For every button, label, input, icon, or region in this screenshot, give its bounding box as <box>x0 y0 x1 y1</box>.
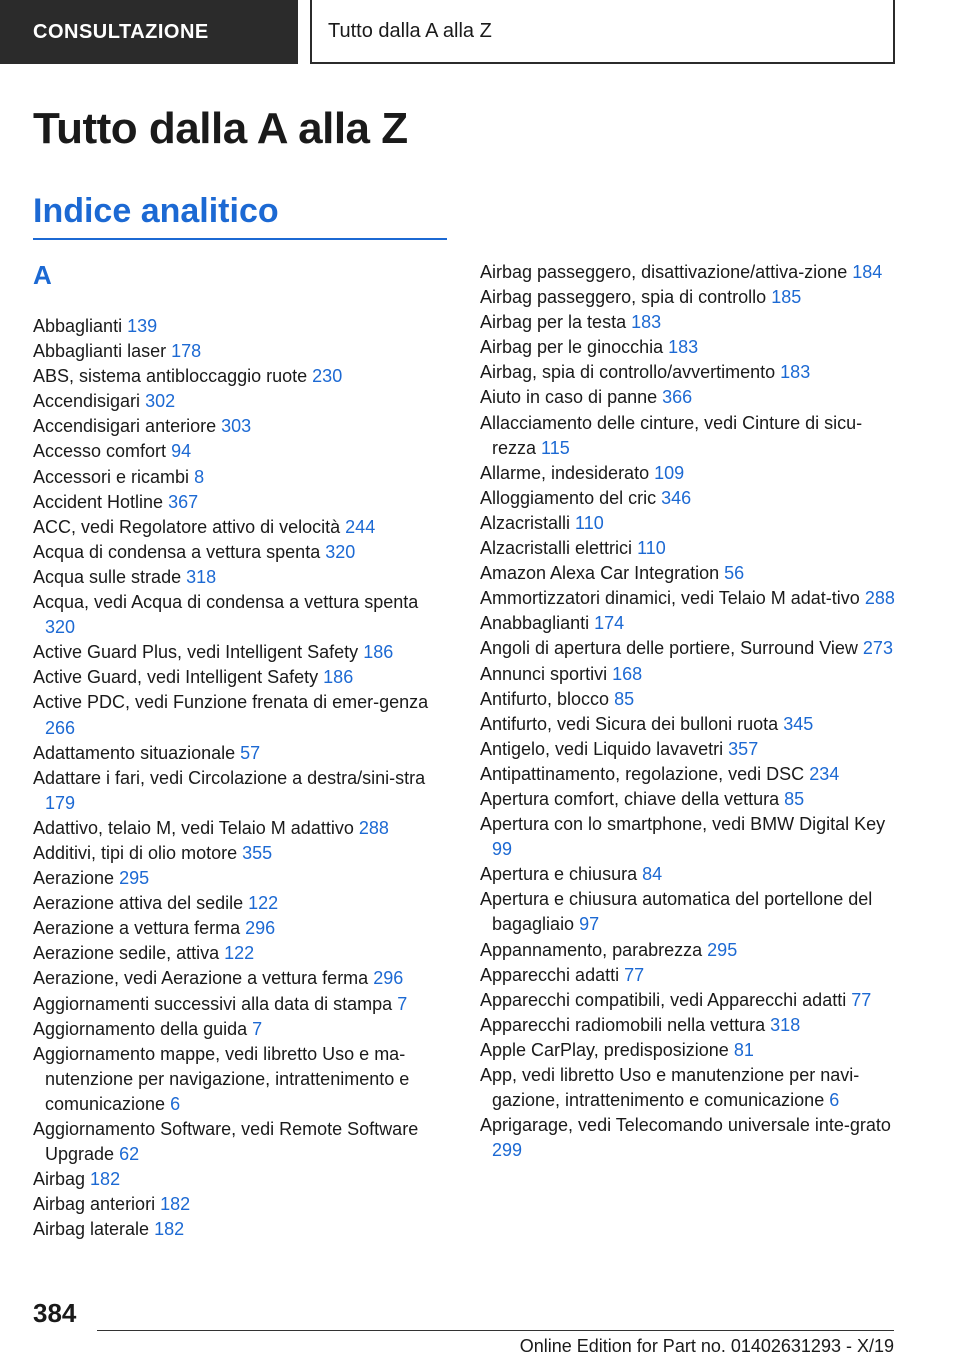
index-entry-term: Aerazione attiva del sedile <box>33 893 244 914</box>
page-title: Tutto dalla A alla Z <box>33 104 408 153</box>
index-entry-page-link[interactable]: 81 <box>733 1039 754 1060</box>
index-entry-page-link[interactable]: 186 <box>363 642 394 663</box>
index-entry <box>33 1042 453 1117</box>
index-entry-page-link[interactable]: 366 <box>662 387 693 408</box>
index-entry-term: Airbag passeggero, spia di controllo <box>480 287 767 308</box>
index-entry-page-link[interactable]: 234 <box>809 763 840 784</box>
index-entry <box>480 887 900 937</box>
index-entry <box>480 862 900 887</box>
index-entry-term: Airbag, spia di controllo/avvertimento <box>480 362 776 383</box>
index-entry-page-link[interactable]: 302 <box>145 391 176 412</box>
index-entry <box>480 611 900 636</box>
index-entry-page-link[interactable]: 168 <box>612 663 643 684</box>
index-entry <box>480 536 900 561</box>
index-entry <box>33 992 453 1017</box>
index-entry <box>33 439 453 464</box>
index-entry-page-link[interactable]: 97 <box>579 914 600 935</box>
index-entry <box>33 389 453 414</box>
section-divider <box>33 238 447 240</box>
index-entry <box>33 1192 453 1217</box>
index-entry-term: Acqua di condensa a vettura spenta <box>33 541 321 562</box>
index-entry-page-link[interactable]: 295 <box>119 868 150 889</box>
index-entry <box>480 486 900 511</box>
index-entry <box>480 687 900 712</box>
index-entry-page-link[interactable]: 6 <box>170 1093 181 1114</box>
index-entry <box>480 662 900 687</box>
index-entry-page-link[interactable]: 355 <box>242 842 273 863</box>
index-entry-term: Aggiornamento mappe, vedi libretto Uso e ma-nutenzione per navigazione, intrattenimento e comunicazione <box>33 1043 410 1114</box>
index-entry-page-link[interactable]: 178 <box>171 341 202 362</box>
index-entry-term: Airbag per la testa <box>480 312 627 333</box>
index-entry-term: Apparecchi compatibili, vedi Apparecchi adatti <box>480 989 847 1010</box>
index-entry-term: Accesso comfort <box>33 441 167 462</box>
index-entry-term: Acqua, vedi Acqua di condensa a vettura spenta <box>33 592 419 613</box>
index-entry-term: Ammortizzatori dinamici, vedi Telaio M adat-tivo <box>480 588 860 609</box>
index-entry <box>33 741 453 766</box>
index-entry-page-link[interactable]: 122 <box>224 943 255 964</box>
index-entry <box>480 1063 900 1113</box>
index-entry <box>480 636 900 661</box>
index-entry-page-link[interactable]: 318 <box>186 566 217 587</box>
index-entry <box>33 941 453 966</box>
index-entry-page-link[interactable]: 345 <box>783 713 814 734</box>
index-entry-page-link[interactable]: 77 <box>624 964 645 985</box>
index-column-left <box>33 314 453 1242</box>
index-entry-term: App, vedi libretto Uso e manutenzione per navi-gazione, intrattenimento e comunicazione <box>480 1065 860 1111</box>
index-entry-term: Apparecchi adatti <box>480 964 620 985</box>
index-entry-term: Alzacristalli <box>480 512 571 533</box>
index-entry <box>480 260 900 285</box>
index-entry-page-link[interactable]: 185 <box>771 287 802 308</box>
index-entry-term: Annunci sportivi <box>480 663 608 684</box>
index-entry <box>480 360 900 385</box>
index-entry-page-link[interactable]: 288 <box>864 588 895 609</box>
index-entry-term: Apparecchi radiomobili nella vettura <box>480 1014 766 1035</box>
index-entry-page-link[interactable]: 183 <box>631 312 662 333</box>
index-entry-page-link[interactable]: 296 <box>245 918 276 939</box>
index-entry <box>33 364 453 389</box>
index-entry <box>33 1117 453 1167</box>
index-column-right <box>480 260 900 1163</box>
index-entry-term: Aerazione a vettura ferma <box>33 918 241 939</box>
index-entry-term: Appannamento, parabrezza <box>480 939 703 960</box>
index-entry-term: Additivi, tipi di olio motore <box>33 842 238 863</box>
index-entry <box>480 1113 900 1163</box>
index-entry-term: Apertura e chiusura <box>480 864 638 885</box>
index-entry-page-link[interactable]: 230 <box>312 366 343 387</box>
index-entry-term: Accessori e ricambi <box>33 466 190 487</box>
index-entry-term: Antifurto, vedi Sicura dei bulloni ruota <box>480 713 779 734</box>
index-entry-page-link[interactable]: 288 <box>358 817 389 838</box>
index-entry <box>480 938 900 963</box>
index-entry-page-link[interactable]: 99 <box>492 839 513 860</box>
index-entry-term: Adattivo, telaio M, vedi Telaio M adattivo <box>33 817 354 838</box>
index-entry-page-link[interactable]: 94 <box>171 441 192 462</box>
index-entry <box>480 310 900 335</box>
index-entry-term: Active PDC, vedi Funzione frenata di emer-genza <box>33 692 429 713</box>
index-entry-page-link[interactable]: 295 <box>707 939 738 960</box>
index-entry-page-link[interactable]: 179 <box>45 792 76 813</box>
edition-note: Online Edition for Part no. 01402631293 - X/19 <box>519 1336 894 1356</box>
index-entry-term: ACC, vedi Regolatore attivo di velocità <box>33 516 341 537</box>
index-entry-page-link[interactable]: 84 <box>642 864 663 885</box>
index-entry-page-link[interactable]: 56 <box>724 563 745 584</box>
index-entry-page-link[interactable]: 357 <box>728 738 759 759</box>
index-entry <box>480 812 900 862</box>
index-entry-page-link[interactable]: 346 <box>661 487 692 508</box>
index-entry <box>33 540 453 565</box>
index-entry-page-link[interactable]: 139 <box>127 316 158 336</box>
index-entry <box>33 841 453 866</box>
index-entry <box>480 511 900 536</box>
index-entry <box>480 712 900 737</box>
index-entry-term: Airbag anteriori <box>33 1194 156 1215</box>
index-entry-term: Aggiornamento della guida <box>33 1018 248 1039</box>
index-entry <box>480 762 900 787</box>
index-entry-term: Antifurto, blocco <box>480 688 610 709</box>
index-entry <box>33 640 453 665</box>
chapter-tab[interactable]: Tutto dalla A alla Z <box>310 0 895 64</box>
index-entry-page-link[interactable]: 296 <box>373 968 404 989</box>
index-entry-term: Aerazione sedile, attiva <box>33 943 220 964</box>
section-tab[interactable]: CONSULTAZIONE <box>0 0 298 64</box>
index-entry-page-link[interactable]: 77 <box>851 989 872 1010</box>
index-entry <box>33 515 453 540</box>
index-entry-page-link[interactable]: 57 <box>240 742 261 763</box>
index-entry-page-link[interactable]: 303 <box>221 416 252 437</box>
index-entry-term: Alzacristalli elettrici <box>480 538 633 559</box>
index-entry-page-link[interactable]: 244 <box>345 516 376 537</box>
index-entry <box>480 335 900 360</box>
index-entry-term: Airbag passeggero, disattivazione/attiva-zione <box>480 262 848 282</box>
index-entry-term: Airbag per le ginocchia <box>480 337 664 358</box>
index-entry <box>480 385 900 410</box>
index-entry <box>33 565 453 590</box>
index-entry <box>33 891 453 916</box>
index-entry-term: Antipattinamento, regolazione, vedi DSC <box>480 763 805 784</box>
index-entry <box>33 1167 453 1192</box>
index-entry-page-link[interactable]: 186 <box>323 667 354 688</box>
index-entry-term: Airbag <box>33 1169 86 1190</box>
index-entry <box>33 339 453 364</box>
index-entry-page-link[interactable]: 110 <box>637 538 666 559</box>
index-entry-page-link[interactable]: 85 <box>614 688 635 709</box>
index-entry <box>33 916 453 941</box>
index-entry-term: Adattamento situazionale <box>33 742 236 763</box>
index-entry-term: Aprigarage, vedi Telecomando universale inte-grato <box>480 1115 891 1136</box>
index-entry-term: Abbaglianti laser <box>33 341 167 362</box>
index-entry-term: Aiuto in caso di panne <box>480 387 658 408</box>
index-entry-page-link[interactable]: 8 <box>194 466 205 487</box>
index-entry-page-link[interactable]: 183 <box>668 337 699 358</box>
index-entry-term: Apple CarPlay, predisposizione <box>480 1039 729 1060</box>
index-entry-term: Allarme, indesiderato <box>480 462 650 483</box>
index-entry-term: Apertura e chiusura automatica del portellone del bagagliaio <box>480 889 873 935</box>
index-entry-term: Aerazione, vedi Aerazione a vettura ferma <box>33 968 369 989</box>
index-entry <box>33 465 453 490</box>
index-entry <box>33 1217 453 1242</box>
index-entry <box>480 1013 900 1038</box>
index-entry-page-link[interactable]: 273 <box>862 638 893 659</box>
index-entry-page-link[interactable]: 183 <box>780 362 811 383</box>
index-entry <box>480 787 900 812</box>
index-entry-page-link[interactable]: 182 <box>90 1169 121 1190</box>
index-entry-page-link[interactable]: 320 <box>45 617 76 638</box>
index-entry <box>480 963 900 988</box>
index-entry-term: Apertura con lo smartphone, vedi BMW Digital Key <box>480 814 886 835</box>
index-entry-term: Adattare i fari, vedi Circolazione a destra/sini-stra <box>33 767 426 788</box>
index-entry-term: Aerazione <box>33 868 115 889</box>
index-entry-term: Apertura comfort, chiave della vettura <box>480 788 780 809</box>
index-entry-term: Active Guard Plus, vedi Intelligent Safety <box>33 642 359 663</box>
index-entry-term: ABS, sistema antibloccaggio ruote <box>33 366 308 387</box>
footer-divider <box>97 1330 894 1331</box>
index-entry-page-link[interactable]: 122 <box>248 893 279 914</box>
index-entry-term: Amazon Alexa Car Integration <box>480 563 720 584</box>
index-entry <box>33 314 453 339</box>
index-entry-page-link[interactable]: 266 <box>45 717 76 738</box>
index-entry-term: Abbaglianti <box>33 316 123 336</box>
index-entry <box>33 690 453 740</box>
index-entry-term: Accendisigari anteriore <box>33 416 217 437</box>
index-entry-term: Accident Hotline <box>33 491 164 512</box>
index-entry <box>480 461 900 486</box>
index-entry <box>480 411 900 461</box>
index-entry-page-link[interactable]: 6 <box>829 1090 840 1111</box>
index-entry-page-link[interactable]: 182 <box>154 1219 185 1240</box>
index-entry <box>480 988 900 1013</box>
index-entry <box>33 866 453 891</box>
index-entry-term: Angoli di apertura delle portiere, Surround View <box>480 638 858 659</box>
index-entry <box>33 816 453 841</box>
index-entry <box>480 586 900 611</box>
header-bar <box>0 0 960 66</box>
index-entry-page-link[interactable]: 7 <box>252 1018 263 1039</box>
index-entry-page-link[interactable]: 184 <box>852 262 883 282</box>
index-entry <box>33 1017 453 1042</box>
index-letter-heading: A <box>33 260 52 290</box>
index-entry-page-link[interactable]: 85 <box>784 788 805 809</box>
index-entry-page-link[interactable]: 110 <box>575 512 604 533</box>
index-entry <box>33 766 453 816</box>
section-title: Indice analitico <box>33 192 279 230</box>
index-entry-page-link[interactable]: 320 <box>325 541 356 562</box>
index-entry-term: Alloggiamento del cric <box>480 487 657 508</box>
index-entry <box>33 590 453 640</box>
index-entry <box>480 561 900 586</box>
index-entry-page-link[interactable]: 174 <box>594 613 625 634</box>
index-entry <box>33 966 453 991</box>
index-entry-term: Aggiornamenti successivi alla data di stampa <box>33 993 393 1014</box>
index-entry-term: Acqua sulle strade <box>33 566 182 587</box>
index-entry <box>33 665 453 690</box>
page-number: 384 <box>33 1298 77 1328</box>
index-entry-page-link[interactable]: 318 <box>770 1014 801 1035</box>
index-entry <box>33 414 453 439</box>
index-entry-term: Aggiornamento Software, vedi Remote Software Upgrade <box>33 1119 419 1165</box>
index-entry-page-link[interactable]: 182 <box>160 1194 191 1215</box>
index-entry-term: Active Guard, vedi Intelligent Safety <box>33 667 319 688</box>
index-entry-page-link[interactable]: 62 <box>119 1144 140 1165</box>
index-entry <box>33 490 453 515</box>
index-entry-term: Accendisigari <box>33 391 141 412</box>
index-entry-page-link[interactable]: 7 <box>397 993 408 1014</box>
index-entry-page-link[interactable]: 299 <box>492 1140 523 1161</box>
index-entry-page-link[interactable]: 109 <box>654 462 685 483</box>
index-entry-term: Antigelo, vedi Liquido lavavetri <box>480 738 724 759</box>
index-entry-term: Airbag laterale <box>33 1219 150 1240</box>
index-entry-page-link[interactable]: 367 <box>168 491 199 512</box>
index-entry <box>480 1038 900 1063</box>
index-entry <box>480 737 900 762</box>
index-entry <box>480 285 900 310</box>
index-entry-term: Anabbaglianti <box>480 613 590 634</box>
index-entry-page-link[interactable]: 115 <box>541 437 570 458</box>
index-entry-term: Allacciamento delle cinture, vedi Cinture di sicu-rezza <box>480 412 863 458</box>
